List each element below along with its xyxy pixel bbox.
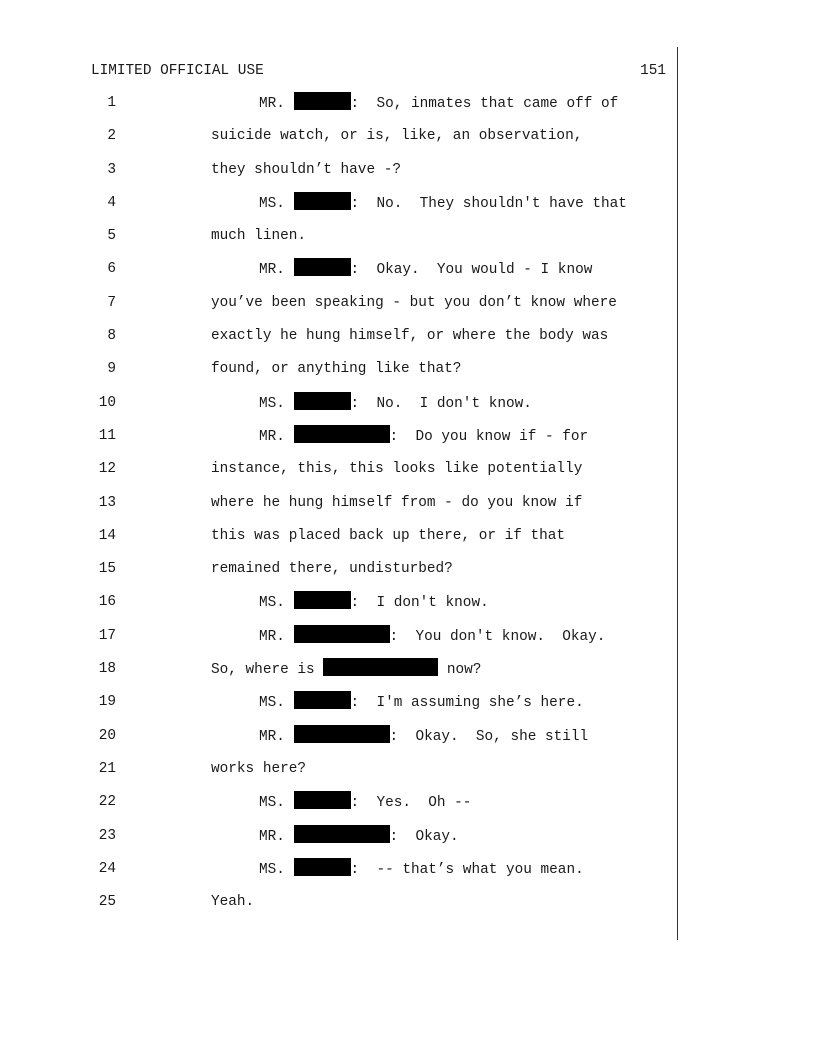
transcript-line (0, 858, 816, 891)
line-text (259, 591, 489, 614)
transcript-line (0, 625, 816, 658)
page-number: 151 (640, 63, 666, 79)
transcript-lines (0, 92, 816, 924)
text-segment: : -- that’s what you mean. (350, 861, 584, 878)
text-segment: : No. They shouldn't have that (350, 195, 627, 212)
line-text (259, 825, 459, 848)
line-number: 10 (98, 394, 116, 411)
text-segment: So, where is (211, 662, 324, 679)
text-segment: now? (438, 662, 482, 679)
text-segment: Yeah. (211, 894, 255, 911)
transcript-line (0, 258, 816, 291)
text-segment: found, or anything like that? (211, 361, 462, 378)
line-text (211, 125, 582, 147)
text-segment: : Okay. (389, 828, 459, 845)
line-number: 5 (107, 228, 116, 245)
text-segment: suicide watch, or is, like, an observation, (211, 128, 583, 145)
text-segment: MS. (259, 795, 294, 812)
line-text (211, 891, 254, 913)
transcript-line (0, 159, 816, 192)
text-segment: MS. (259, 861, 294, 878)
line-number: 15 (98, 561, 116, 578)
line-text (211, 292, 617, 314)
redaction-box (294, 858, 351, 876)
text-segment: : Yes. Oh -- (350, 795, 472, 812)
redaction-box (294, 591, 351, 609)
transcript-line (0, 558, 816, 591)
text-segment: : No. I don't know. (350, 395, 532, 412)
transcript-line (0, 691, 816, 724)
line-number: 1 (107, 95, 116, 111)
line-number: 6 (107, 261, 116, 278)
transcript-line (0, 825, 816, 858)
text-segment: you’ve been speaking - but you don’t know where (211, 294, 617, 311)
text-segment: where he hung himself from - do you know if (211, 494, 583, 511)
text-segment: MS. (259, 195, 294, 212)
redaction-box (294, 691, 351, 709)
transcript-line (0, 192, 816, 225)
line-number: 18 (98, 661, 116, 678)
line-number: 16 (98, 594, 116, 611)
text-segment: works here? (211, 760, 306, 777)
line-number: 7 (107, 294, 116, 311)
transcript-line (0, 325, 816, 358)
text-segment: much linen. (211, 228, 306, 245)
text-segment: MR. (259, 828, 294, 845)
text-segment: : Do you know if - for (389, 428, 589, 445)
text-segment: they shouldn’t have -? (211, 161, 401, 178)
line-number: 19 (98, 694, 116, 711)
transcript-line (0, 292, 816, 325)
text-segment: MR. (259, 728, 294, 745)
text-segment: MR. (259, 628, 294, 645)
text-segment: remained there, undisturbed? (211, 561, 453, 578)
line-text (259, 392, 532, 415)
line-number: 2 (107, 128, 116, 145)
text-segment: : Okay. So, she still (389, 728, 589, 745)
line-number: 20 (98, 727, 116, 744)
transcript-line (0, 891, 816, 924)
line-text (259, 92, 618, 115)
transcript-line (0, 791, 816, 824)
text-segment: : You don't know. Okay. (389, 628, 606, 645)
transcript-line (0, 591, 816, 624)
line-text (211, 325, 608, 347)
line-text (211, 658, 481, 681)
redaction-box (294, 791, 351, 809)
line-text (259, 725, 588, 748)
text-segment: MR. (259, 428, 294, 445)
line-text (259, 691, 584, 714)
redaction-box (294, 625, 390, 643)
text-segment: : So, inmates that came off of (350, 96, 619, 112)
line-text (211, 358, 461, 380)
text-segment: MS. (259, 395, 294, 412)
line-number: 8 (107, 328, 116, 345)
line-number: 25 (98, 894, 116, 911)
line-number: 17 (98, 627, 116, 644)
transcript-line (0, 658, 816, 691)
redaction-box (294, 392, 351, 410)
text-segment: : I don't know. (350, 595, 489, 612)
line-number: 12 (98, 461, 116, 478)
transcript-line (0, 758, 816, 791)
line-number: 14 (98, 527, 116, 544)
redaction-box (294, 425, 390, 443)
redaction-box (294, 825, 390, 843)
transcript-line (0, 525, 816, 558)
line-text (259, 192, 627, 215)
line-number: 13 (98, 494, 116, 511)
text-segment: this was placed back up there, or if that (211, 527, 566, 544)
text-segment: MR. (259, 262, 294, 279)
line-text (211, 458, 582, 480)
text-segment: exactly he hung himself, or where the body was (211, 328, 609, 345)
line-text (211, 525, 565, 547)
redaction-box (294, 92, 351, 110)
line-text (211, 758, 306, 780)
text-segment: : I'm assuming she’s here. (350, 695, 584, 712)
transcript-line (0, 725, 816, 758)
line-text (259, 258, 592, 281)
redaction-box (323, 658, 438, 676)
text-segment: instance, this, this looks like potentially (211, 461, 583, 478)
line-number: 23 (98, 827, 116, 844)
line-text (211, 558, 453, 580)
line-text (211, 492, 582, 514)
classification-header: LIMITED OFFICIAL USE (91, 63, 264, 79)
transcript-line (0, 392, 816, 425)
transcript-line (0, 492, 816, 525)
redaction-box (294, 258, 351, 276)
line-number: 11 (98, 427, 116, 444)
transcript-line (0, 425, 816, 458)
redaction-box (294, 725, 390, 743)
transcript-line (0, 125, 816, 158)
line-text (259, 625, 605, 648)
line-text (259, 791, 471, 814)
line-number: 21 (98, 760, 116, 777)
line-number: 9 (107, 361, 116, 378)
transcript-line (0, 458, 816, 491)
text-segment: : Okay. You would - I know (350, 262, 593, 279)
line-number: 3 (107, 161, 116, 178)
line-number: 4 (107, 194, 116, 211)
line-number: 24 (98, 860, 116, 877)
text-segment: MR. (259, 96, 294, 112)
redaction-box (294, 192, 351, 210)
line-number: 22 (98, 794, 116, 811)
transcript-line (0, 92, 816, 125)
line-text (259, 858, 584, 881)
transcript-line (0, 225, 816, 258)
text-segment: MS. (259, 595, 294, 612)
line-text (259, 425, 588, 448)
line-text (211, 225, 306, 247)
transcript-line (0, 358, 816, 391)
text-segment: MS. (259, 695, 294, 712)
line-text (211, 159, 401, 181)
